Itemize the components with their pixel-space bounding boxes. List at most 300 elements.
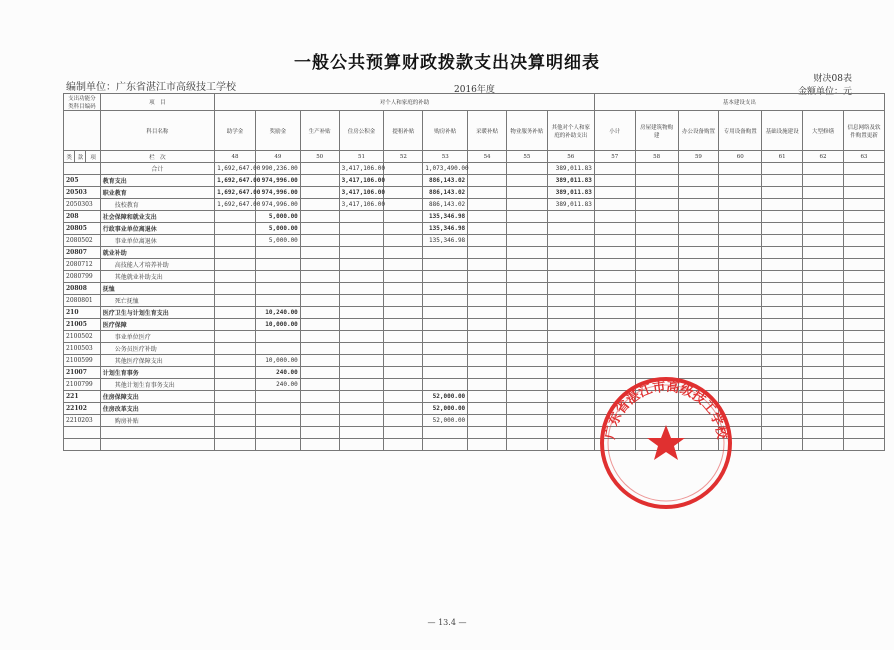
row-value	[678, 199, 719, 211]
row-value	[594, 331, 635, 343]
table-row	[64, 355, 885, 367]
row-value	[215, 295, 256, 307]
row-value	[762, 223, 803, 235]
row-value	[843, 211, 884, 223]
col-number: 59	[678, 151, 719, 163]
row-value	[719, 175, 762, 187]
row-name: 其他就业补助支出	[100, 271, 214, 283]
row-value	[803, 343, 844, 355]
row-value	[678, 235, 719, 247]
row-value	[215, 235, 256, 247]
table-row	[64, 223, 885, 235]
row-value	[678, 187, 719, 199]
row-value	[468, 235, 507, 247]
row-value	[594, 175, 635, 187]
row-value	[215, 439, 256, 451]
row-code: 20805	[64, 223, 101, 235]
row-value	[547, 319, 594, 331]
col-item-header: 项 目	[100, 94, 214, 111]
fiscal-year: 2016年度	[454, 85, 495, 95]
official-seal	[598, 375, 734, 511]
table-row	[64, 319, 885, 331]
row-value: 974,996.00	[255, 175, 300, 187]
row-value	[339, 223, 384, 235]
row-value	[635, 259, 678, 271]
row-value	[300, 343, 339, 355]
row-value	[423, 247, 468, 259]
row-value	[635, 343, 678, 355]
row-value	[423, 271, 468, 283]
row-code: 2050303	[64, 199, 101, 211]
row-value	[803, 283, 844, 295]
row-value	[339, 319, 384, 331]
row-value	[803, 403, 844, 415]
row-value	[300, 403, 339, 415]
row-value	[803, 367, 844, 379]
row-value	[468, 187, 507, 199]
row-value	[803, 211, 844, 223]
row-value	[594, 187, 635, 199]
col-header: 住房公积金	[339, 111, 384, 151]
row-value	[719, 271, 762, 283]
row-value	[300, 319, 339, 331]
row-value	[762, 379, 803, 391]
row-value	[384, 439, 423, 451]
row-value	[215, 331, 256, 343]
row-value	[678, 343, 719, 355]
row-value	[762, 307, 803, 319]
row-value	[300, 187, 339, 199]
page-title: 一般公共预算财政拨款支出决算明细表	[294, 53, 600, 73]
col-number: 55	[506, 151, 547, 163]
col-header: 大型修缮	[803, 111, 844, 151]
row-value	[762, 391, 803, 403]
row-value	[678, 355, 719, 367]
row-value	[300, 307, 339, 319]
col-number: 57	[594, 151, 635, 163]
row-value	[678, 295, 719, 307]
col-number: 53	[423, 151, 468, 163]
row-value	[719, 223, 762, 235]
row-value	[594, 307, 635, 319]
row-value	[678, 259, 719, 271]
row-value	[506, 331, 547, 343]
row-value	[843, 427, 884, 439]
row-value	[803, 295, 844, 307]
row-value	[468, 295, 507, 307]
col-name-header: 科目名称	[100, 111, 214, 151]
row-value	[719, 211, 762, 223]
row-value	[547, 307, 594, 319]
row-value	[635, 163, 678, 175]
row-value	[762, 235, 803, 247]
row-value: 886,143.02	[423, 175, 468, 187]
row-value	[300, 271, 339, 283]
row-name: 合计	[100, 163, 214, 175]
row-value	[468, 259, 507, 271]
row-value	[594, 163, 635, 175]
row-value	[678, 247, 719, 259]
row-value	[300, 391, 339, 403]
row-value	[255, 259, 300, 271]
row-value	[719, 247, 762, 259]
row-value	[423, 259, 468, 271]
group-header-construction: 基本建设支出	[594, 94, 884, 111]
col-number: 61	[762, 151, 803, 163]
row-value	[843, 199, 884, 211]
row-value	[468, 271, 507, 283]
row-value	[678, 211, 719, 223]
row-value	[803, 379, 844, 391]
row-name: 计划生育事务	[100, 367, 214, 379]
row-value	[300, 199, 339, 211]
row-value	[339, 367, 384, 379]
row-value: 974,996.00	[255, 199, 300, 211]
row-value: 52,000.00	[423, 403, 468, 415]
row-value	[803, 187, 844, 199]
row-code	[64, 439, 101, 451]
row-value	[762, 319, 803, 331]
row-value	[300, 379, 339, 391]
col-header: 房屋建筑物购建	[635, 111, 678, 151]
row-value	[762, 247, 803, 259]
row-value	[384, 331, 423, 343]
col-number: 62	[803, 151, 844, 163]
money-unit: 金额单位：元	[797, 87, 852, 97]
row-value	[468, 223, 507, 235]
row-value	[547, 355, 594, 367]
row-value	[843, 187, 884, 199]
row-name: 行政事业单位离退休	[100, 223, 214, 235]
row-value: 135,346.98	[423, 223, 468, 235]
row-value	[594, 271, 635, 283]
row-value	[468, 415, 507, 427]
row-value	[506, 415, 547, 427]
row-value	[803, 427, 844, 439]
row-value	[843, 175, 884, 187]
row-value	[594, 223, 635, 235]
row-value: 10,000.00	[255, 319, 300, 331]
row-value	[468, 355, 507, 367]
table-row	[64, 211, 885, 223]
row-value	[843, 235, 884, 247]
row-value	[255, 247, 300, 259]
row-value	[762, 199, 803, 211]
row-value: 1,692,647.00	[215, 163, 256, 175]
row-value	[635, 331, 678, 343]
row-code	[64, 163, 101, 175]
row-value	[339, 235, 384, 247]
table-row	[64, 235, 885, 247]
row-value	[803, 235, 844, 247]
col-number: 58	[635, 151, 678, 163]
row-value	[468, 163, 507, 175]
row-value	[719, 283, 762, 295]
row-value	[506, 295, 547, 307]
row-name: 购房补贴	[100, 415, 214, 427]
row-value	[384, 295, 423, 307]
row-code: 221	[64, 391, 101, 403]
col-number: 60	[719, 151, 762, 163]
row-value	[215, 271, 256, 283]
row-name: 事业单位医疗	[100, 331, 214, 343]
col-number: 48	[215, 151, 256, 163]
row-value	[635, 187, 678, 199]
row-value	[506, 271, 547, 283]
row-value	[843, 331, 884, 343]
row-value	[547, 235, 594, 247]
row-value	[384, 343, 423, 355]
row-value	[843, 415, 884, 427]
row-value	[339, 427, 384, 439]
row-value	[255, 439, 300, 451]
row-value	[300, 367, 339, 379]
col-number: 56	[547, 151, 594, 163]
row-value	[215, 367, 256, 379]
row-value: 990,236.00	[255, 163, 300, 175]
row-value	[300, 223, 339, 235]
row-name	[100, 439, 214, 451]
row-value	[678, 283, 719, 295]
row-value	[803, 415, 844, 427]
row-value	[384, 427, 423, 439]
row-value	[300, 331, 339, 343]
row-value	[339, 307, 384, 319]
row-name: 事业单位离退休	[100, 235, 214, 247]
row-value	[339, 355, 384, 367]
row-value: 3,417,106.00	[339, 163, 384, 175]
row-value	[803, 223, 844, 235]
row-value	[384, 283, 423, 295]
row-value	[423, 427, 468, 439]
row-value	[719, 355, 762, 367]
row-value	[300, 427, 339, 439]
row-value	[423, 295, 468, 307]
col-code-header: 支出功能分类科目编码	[64, 94, 101, 111]
row-value	[803, 271, 844, 283]
row-value	[635, 283, 678, 295]
row-value	[300, 259, 339, 271]
row-value	[803, 391, 844, 403]
row-value	[423, 343, 468, 355]
row-value	[803, 259, 844, 271]
row-value: 3,417,106.00	[339, 187, 384, 199]
row-value	[339, 439, 384, 451]
col-header: 物业服务补贴	[506, 111, 547, 151]
row-value	[468, 439, 507, 451]
row-value	[547, 331, 594, 343]
row-value	[384, 223, 423, 235]
row-value: 52,000.00	[423, 415, 468, 427]
table-row	[64, 439, 885, 451]
row-value	[506, 235, 547, 247]
table-row	[64, 247, 885, 259]
row-code: 21005	[64, 319, 101, 331]
row-value	[339, 271, 384, 283]
row-value	[300, 211, 339, 223]
col-header: 其他对个人和家庭的补助支出	[547, 111, 594, 151]
row-value	[547, 295, 594, 307]
row-value	[468, 247, 507, 259]
table-row	[64, 343, 885, 355]
row-value	[594, 355, 635, 367]
row-value	[468, 343, 507, 355]
row-value	[594, 343, 635, 355]
row-value	[762, 331, 803, 343]
row-value	[339, 379, 384, 391]
row-value	[506, 307, 547, 319]
row-name: 技校教育	[100, 199, 214, 211]
row-value	[843, 391, 884, 403]
row-value	[843, 355, 884, 367]
row-value	[547, 403, 594, 415]
row-value	[339, 391, 384, 403]
row-value	[678, 175, 719, 187]
row-value	[423, 355, 468, 367]
row-name: 死亡抚恤	[100, 295, 214, 307]
col-number: 50	[300, 151, 339, 163]
row-value	[635, 235, 678, 247]
row-value	[215, 403, 256, 415]
row-code: 21007	[64, 367, 101, 379]
row-value	[423, 439, 468, 451]
row-value	[762, 439, 803, 451]
row-value: 5,000.00	[255, 235, 300, 247]
row-value	[547, 415, 594, 427]
row-value	[215, 379, 256, 391]
row-value	[803, 199, 844, 211]
row-value: 1,073,490.00	[423, 163, 468, 175]
row-value	[635, 307, 678, 319]
row-value	[506, 199, 547, 211]
row-value	[384, 211, 423, 223]
row-value	[803, 319, 844, 331]
row-code: 2100502	[64, 331, 101, 343]
row-value	[468, 211, 507, 223]
row-code: 208	[64, 211, 101, 223]
lei-label: 类	[64, 151, 75, 163]
row-value	[300, 283, 339, 295]
lanci-label: 栏 次	[100, 151, 214, 163]
row-value	[300, 163, 339, 175]
svg-text:广东省湛江市高级技工学校: 广东省湛江市高级技工学校	[602, 379, 730, 441]
row-code: 2080712	[64, 259, 101, 271]
row-value	[635, 211, 678, 223]
row-value	[762, 403, 803, 415]
col-header: 办公设备购置	[678, 111, 719, 151]
row-value	[215, 343, 256, 355]
row-value	[255, 283, 300, 295]
row-value	[384, 367, 423, 379]
row-value	[423, 331, 468, 343]
row-value	[843, 283, 884, 295]
row-value	[384, 259, 423, 271]
row-value	[339, 343, 384, 355]
row-value: 10,240.00	[255, 307, 300, 319]
col-header: 采暖补贴	[468, 111, 507, 151]
row-value	[468, 331, 507, 343]
row-value	[506, 343, 547, 355]
col-header: 提租补贴	[384, 111, 423, 151]
row-value	[719, 307, 762, 319]
col-header: 信息网络及软件购置更新	[843, 111, 884, 151]
row-value	[719, 235, 762, 247]
row-value	[719, 199, 762, 211]
row-value	[255, 295, 300, 307]
xiang-label: 项	[86, 151, 100, 163]
row-code: 20807	[64, 247, 101, 259]
row-value	[678, 163, 719, 175]
row-value	[506, 247, 547, 259]
row-value	[547, 391, 594, 403]
row-value	[803, 163, 844, 175]
row-name: 其他医疗保障支出	[100, 355, 214, 367]
row-value	[506, 223, 547, 235]
row-value	[215, 211, 256, 223]
row-value	[547, 439, 594, 451]
row-value: 135,346.98	[423, 235, 468, 247]
col-header: 小计	[594, 111, 635, 151]
row-code	[64, 427, 101, 439]
row-value	[547, 271, 594, 283]
row-value	[468, 391, 507, 403]
table-row	[64, 283, 885, 295]
row-value: 974,996.00	[255, 187, 300, 199]
table-row	[64, 379, 885, 391]
col-header: 生产补贴	[300, 111, 339, 151]
row-value	[468, 199, 507, 211]
row-code: 2100599	[64, 355, 101, 367]
row-value	[423, 307, 468, 319]
row-value: 3,417,106.00	[339, 199, 384, 211]
row-value	[423, 379, 468, 391]
page-footer: — 13.4 —	[427, 618, 467, 627]
table-row	[64, 187, 885, 199]
row-value	[339, 283, 384, 295]
row-value	[215, 223, 256, 235]
row-value	[547, 259, 594, 271]
row-value	[255, 343, 300, 355]
row-value	[719, 187, 762, 199]
budget-table	[63, 93, 885, 451]
row-value	[215, 259, 256, 271]
row-value	[215, 415, 256, 427]
row-name: 住房改革支出	[100, 403, 214, 415]
row-value	[468, 403, 507, 415]
row-name: 职业教育	[100, 187, 214, 199]
row-value	[215, 355, 256, 367]
row-value	[506, 391, 547, 403]
row-value	[506, 187, 547, 199]
col-number: 52	[384, 151, 423, 163]
table-row	[64, 271, 885, 283]
row-name: 教育支出	[100, 175, 214, 187]
row-code: 2080801	[64, 295, 101, 307]
row-value	[843, 247, 884, 259]
row-value	[384, 163, 423, 175]
row-value	[384, 307, 423, 319]
row-value	[843, 271, 884, 283]
row-value: 389,011.83	[547, 187, 594, 199]
row-value	[300, 355, 339, 367]
row-value	[635, 223, 678, 235]
col-number: 63	[843, 151, 884, 163]
row-value	[384, 271, 423, 283]
row-code: 20503	[64, 187, 101, 199]
row-value	[762, 271, 803, 283]
row-value	[300, 175, 339, 187]
row-value	[678, 307, 719, 319]
